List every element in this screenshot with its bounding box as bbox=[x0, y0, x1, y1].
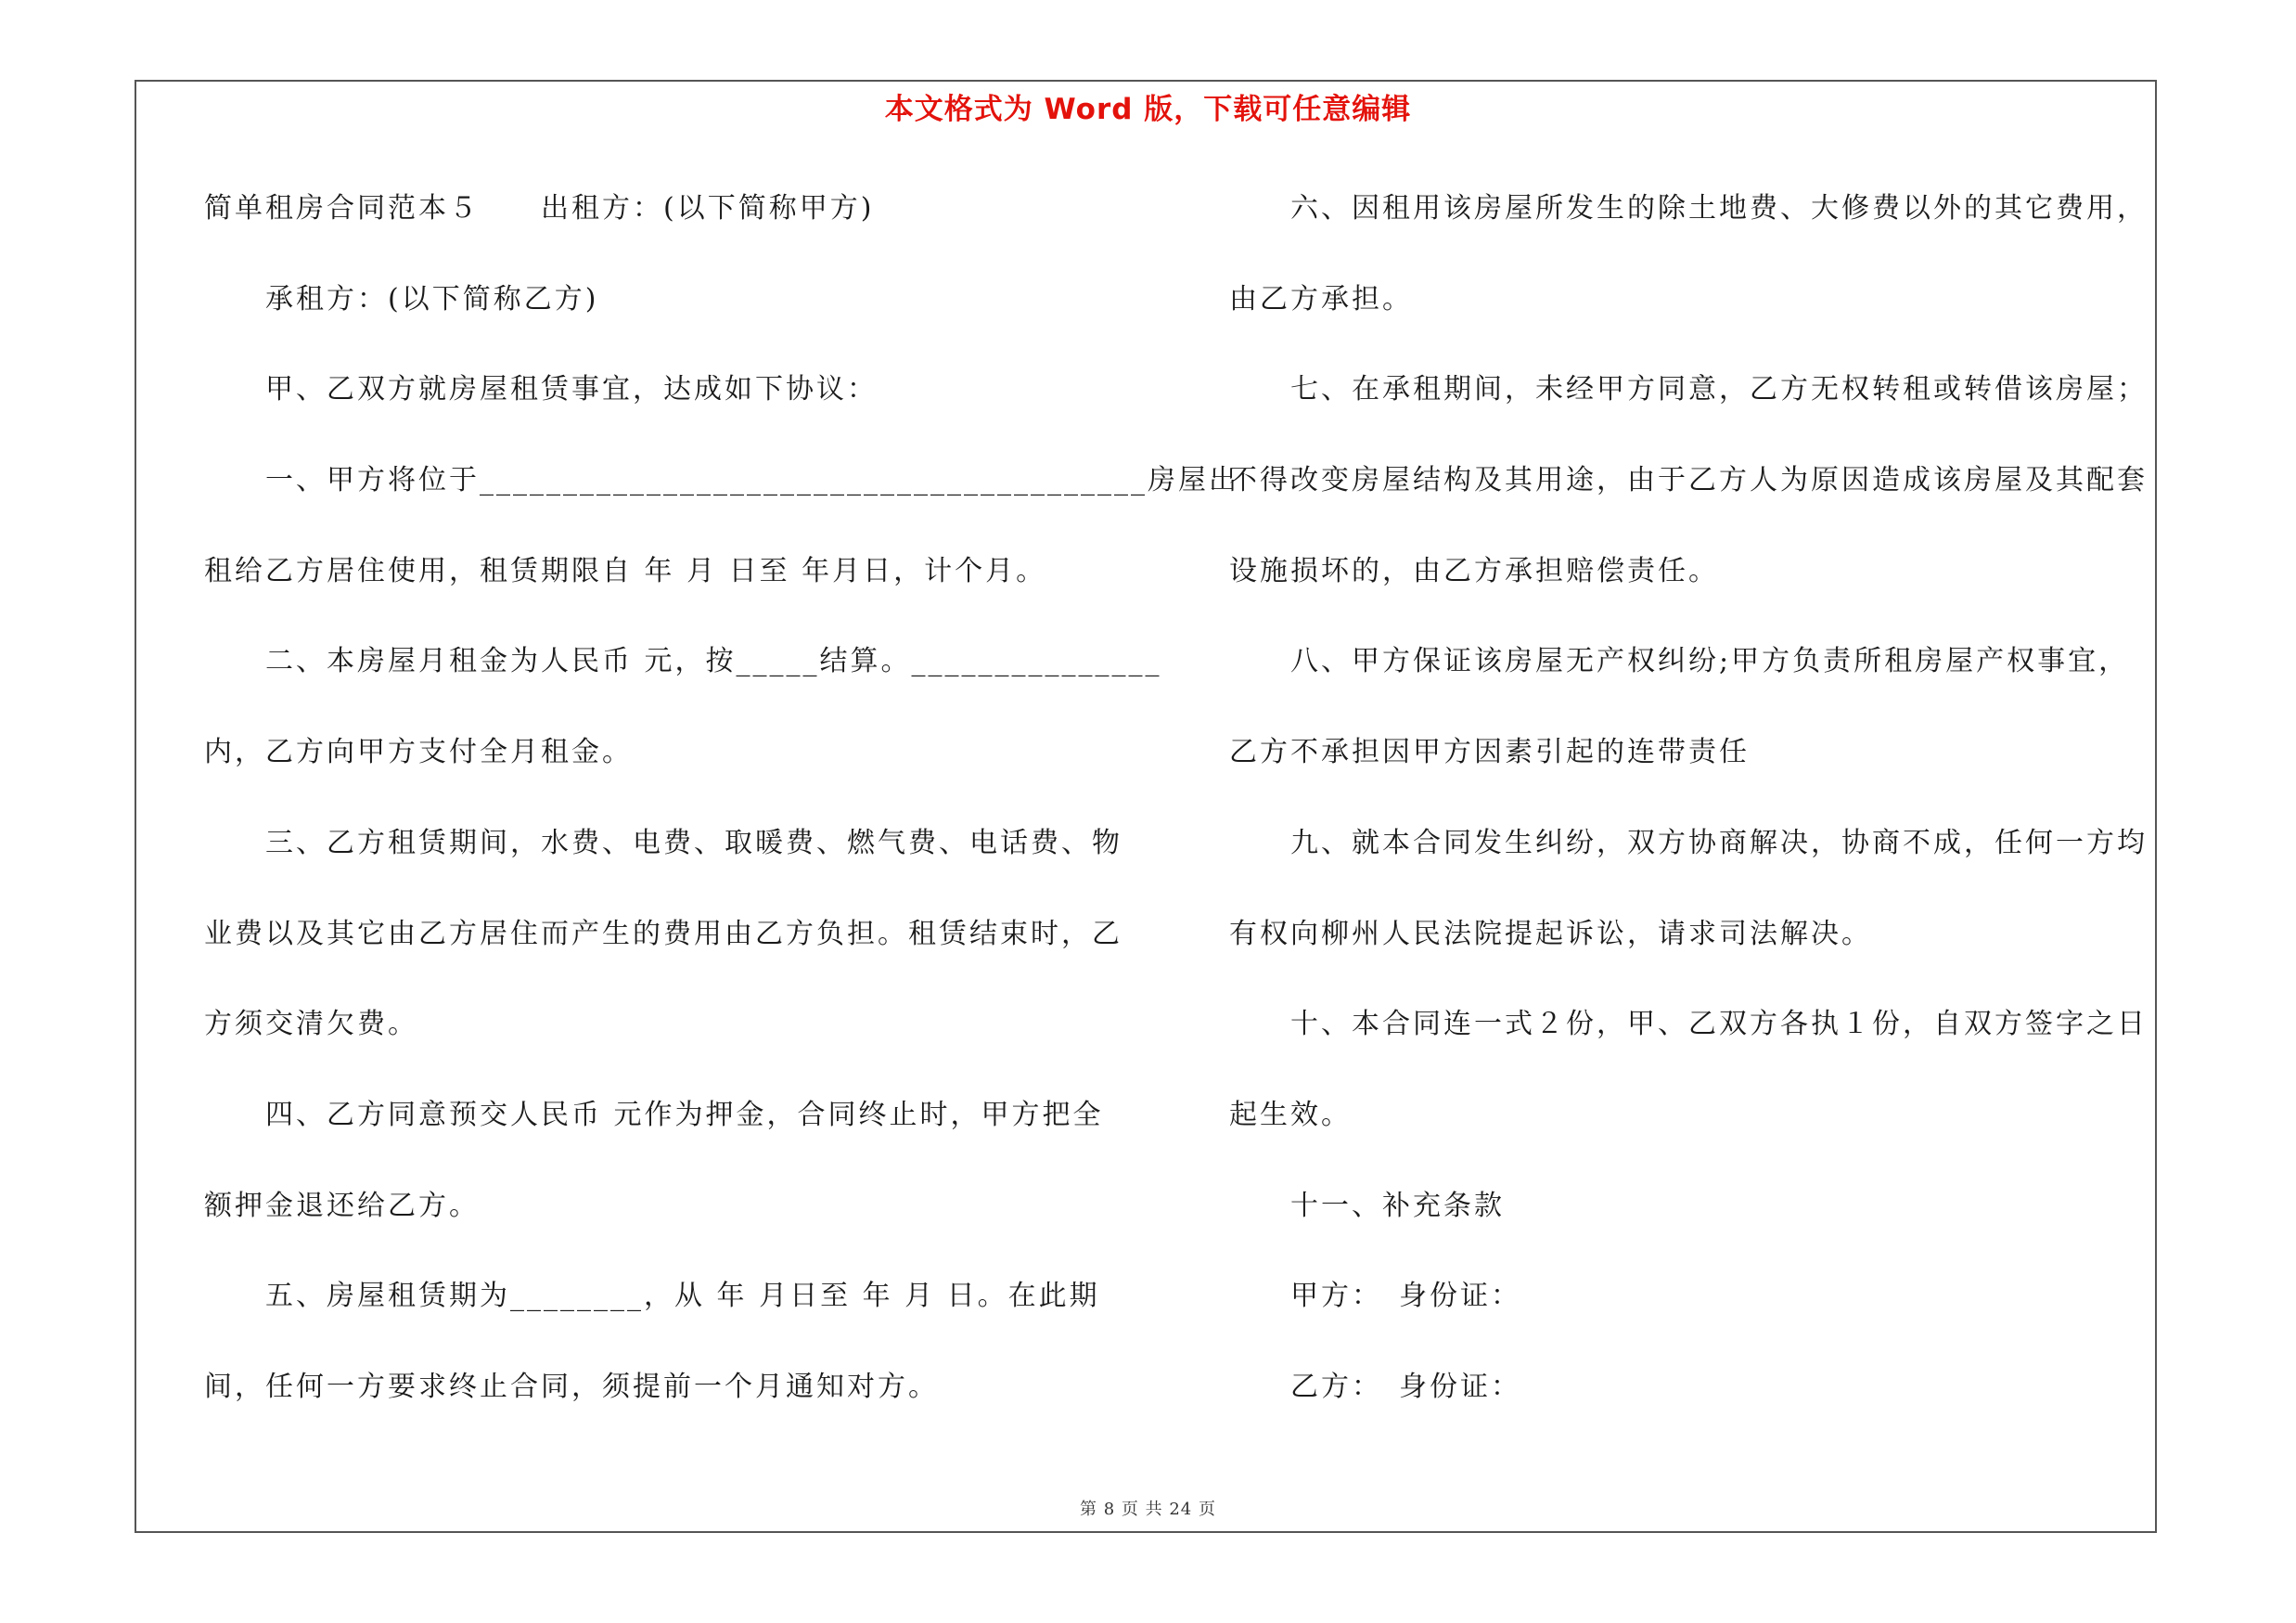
text-line bbox=[1229, 1183, 2157, 1274]
text-line bbox=[1229, 729, 2157, 820]
text-line bbox=[204, 638, 1162, 729]
line-text: 四、乙方同意预交人民币 元作为押金，合同终止时，甲方把全 bbox=[204, 1098, 1104, 1131]
text-line bbox=[1229, 1001, 2157, 1092]
line-text: 乙方： 身份证： bbox=[1229, 1370, 1521, 1403]
line-text: 设施损坏的，由乙方承担赔偿责任。 bbox=[1229, 554, 1719, 587]
text-line bbox=[204, 729, 1132, 820]
line-text: 二、本房屋月租金为人民币 元，按_____结算。_______________ bbox=[204, 645, 1162, 678]
line-text: 六、因租用该房屋所发生的除土地费、大修费以外的其它费用， bbox=[1229, 192, 2148, 225]
text-line bbox=[1229, 1092, 2157, 1183]
line-text: 方须交清欠费。 bbox=[204, 1008, 418, 1041]
line-text: 甲、乙双方就房屋租赁事宜，达成如下协议： bbox=[204, 373, 878, 406]
text-line bbox=[204, 820, 1132, 911]
line-text: 五、房屋租赁期为________，从 年 月日至 年 月 日。在此期 bbox=[204, 1280, 1100, 1313]
text-line bbox=[1229, 457, 2157, 548]
text-line bbox=[204, 1183, 1132, 1274]
right-column bbox=[1229, 186, 2157, 1455]
text-line bbox=[204, 457, 1239, 548]
text-line bbox=[204, 186, 1132, 277]
line-text: 由乙方承担。 bbox=[1229, 282, 1413, 316]
text-line bbox=[204, 1273, 1132, 1364]
line-text: 十一、补充条款 bbox=[1229, 1189, 1505, 1222]
line-text: 十、本合同连一式２份，甲、乙双方各执１份，自双方签字之日 bbox=[1229, 1008, 2148, 1041]
text-line bbox=[204, 1092, 1132, 1183]
line-text: 不得改变房屋结构及其用途，由于乙方人为原因造成该房屋及其配套 bbox=[1229, 464, 2148, 497]
text-line bbox=[1229, 1364, 2157, 1455]
line-text: 业费以及其它由乙方居住而产生的费用由乙方负担。租赁结束时，乙 bbox=[204, 917, 1122, 950]
line-text: 乙方不承担因甲方因素引起的连带责任 bbox=[1229, 736, 1750, 769]
text-line bbox=[1229, 911, 2157, 1002]
line-text: 七、在承租期间，未经甲方同意，乙方无权转租或转借该房屋； bbox=[1229, 373, 2148, 406]
text-line bbox=[204, 548, 1132, 639]
text-line bbox=[204, 367, 1132, 457]
left-column bbox=[204, 186, 1239, 1455]
line-text: 一、甲方将位于________________________________________房屋出 bbox=[204, 464, 1239, 497]
word-format-banner: 本文格式为 Word 版，下载可任意编辑 bbox=[884, 93, 1412, 126]
line-text: 三、乙方租赁期间，水费、电费、取暖费、燃气费、电话费、物 bbox=[204, 826, 1122, 859]
text-line bbox=[1229, 638, 2157, 729]
line-text: 八、甲方保证该房屋无产权纠纷;甲方负责所租房屋产权事宜， bbox=[1229, 645, 2130, 678]
text-line bbox=[204, 1364, 1132, 1455]
text-line bbox=[1229, 1273, 2157, 1364]
line-text: 间，任何一方要求终止合同，须提前一个月通知对方。 bbox=[204, 1370, 939, 1403]
text-line bbox=[1229, 367, 2157, 457]
text-line bbox=[1229, 548, 2157, 639]
line-text: 甲方： 身份证： bbox=[1229, 1280, 1521, 1313]
page-number-footer: 第 8 页 共 24 页 bbox=[1080, 1500, 1216, 1519]
text-line bbox=[204, 277, 1132, 367]
text-line bbox=[1229, 277, 2157, 367]
text-line bbox=[1229, 820, 2157, 911]
line-text: 租给乙方居住使用，租赁期限自 年 月 日至 年月日，计个月。 bbox=[204, 554, 1047, 587]
line-text: 承租方：(以下简称乙方) bbox=[204, 282, 599, 316]
text-line bbox=[1229, 186, 2157, 277]
text-line bbox=[204, 911, 1132, 1002]
line-text: 起生效。 bbox=[1229, 1098, 1352, 1131]
line-text: 九、就本合同发生纠纷，双方协商解决，协商不成，任何一方均 bbox=[1229, 826, 2148, 859]
text-line bbox=[204, 1001, 1132, 1092]
line-text: 内，乙方向甲方支付全月租金。 bbox=[204, 736, 633, 769]
line-text: 简单租房合同范本５ 出租方：(以下简称甲方) bbox=[204, 192, 875, 225]
line-text: 有权向柳州人民法院提起诉讼，请求司法解决。 bbox=[1229, 917, 1872, 950]
line-text: 额押金退还给乙方。 bbox=[204, 1189, 480, 1222]
